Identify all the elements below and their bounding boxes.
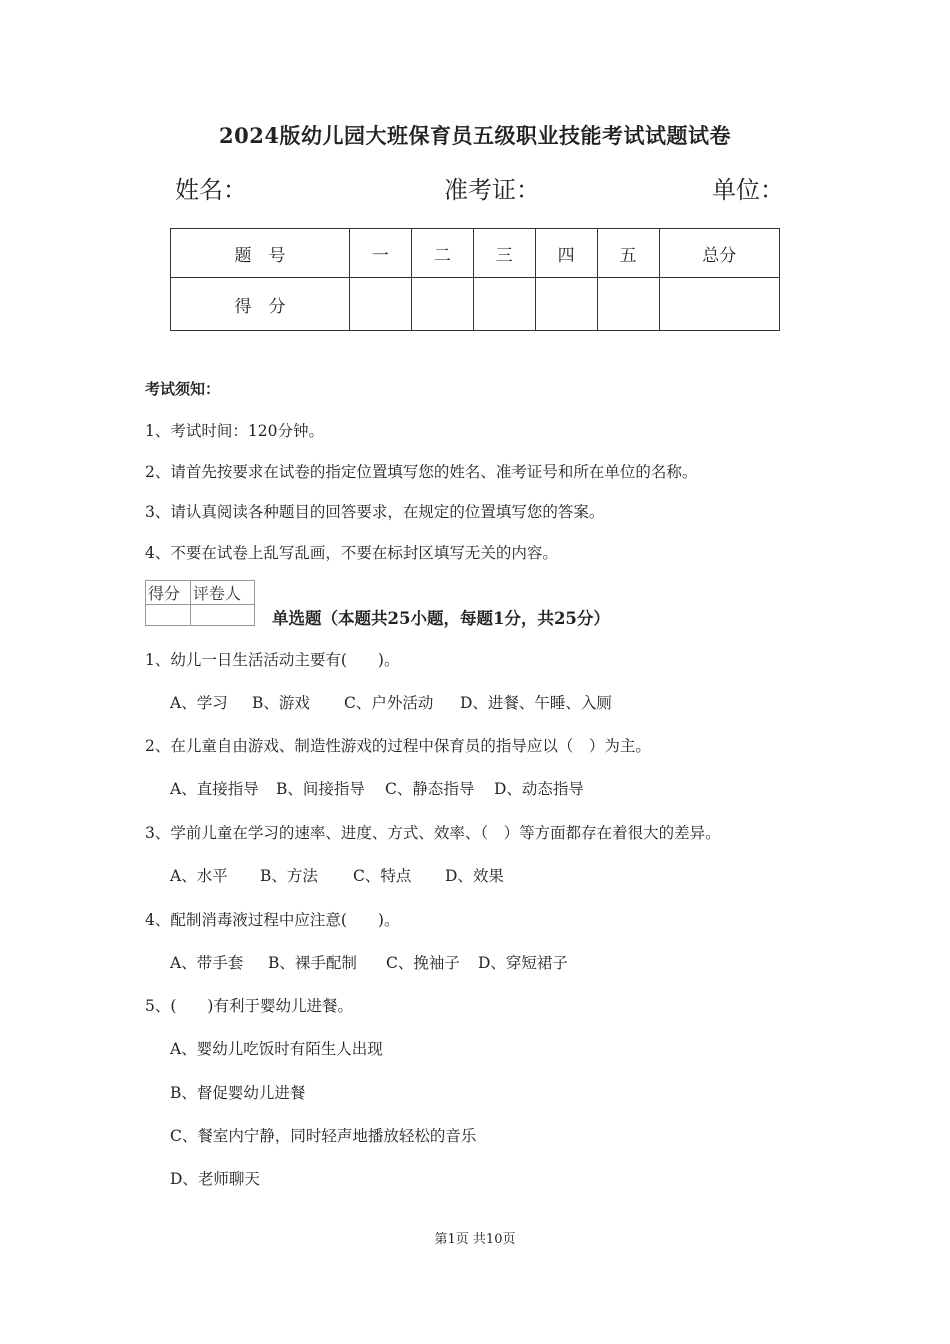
question-stem: 2、在儿童自由游戏、制造性游戏的过程中保育员的指导应以（ ）为主。: [145, 737, 651, 755]
option-b[interactable]: B、裸手配制: [268, 954, 357, 972]
option-c[interactable]: C、特点: [353, 867, 412, 885]
grader-score-cell[interactable]: [146, 605, 191, 626]
option-d[interactable]: D、动态指导: [494, 780, 584, 798]
score-table-cell: 题 号: [171, 229, 350, 278]
grader-name-label: 评卷人: [190, 581, 254, 605]
option-b[interactable]: B、间接指导: [276, 780, 365, 798]
option-a[interactable]: A、学习: [170, 694, 228, 712]
score-cell[interactable]: [535, 278, 597, 331]
notice-item: 1、考试时间：120分钟。: [145, 422, 324, 440]
question-stem: 3、学前儿童在学习的速率、进度、方式、效率、（ ）等方面都存在着很大的差异。: [145, 824, 721, 842]
score-table-cell: 二: [411, 229, 473, 278]
notice-item: 2、请首先按要求在试卷的指定位置填写您的姓名、准考证号和所在单位的名称。: [145, 463, 698, 481]
question-stem: 5、( )有利于婴幼儿进餐。: [145, 997, 353, 1015]
option-a[interactable]: A、婴幼儿吃饭时有陌生人出现: [170, 1040, 383, 1058]
grader-score-label: 得分: [146, 581, 191, 605]
page-title: 2024版幼儿园大班保育员五级职业技能考试试题试卷: [219, 123, 731, 148]
score-cell[interactable]: [411, 278, 473, 331]
section-title: 单选题（本题共25小题，每题1分，共25分）: [272, 609, 610, 628]
score-table-cell: 一: [349, 229, 411, 278]
option-d[interactable]: D、效果: [445, 867, 504, 885]
score-table-cell: 五: [597, 229, 659, 278]
option-c[interactable]: C、挽袖子: [386, 954, 460, 972]
score-table-cell: 总分: [659, 229, 779, 278]
page-footer: 第1页 共10页: [434, 1232, 516, 1247]
score-cell[interactable]: [659, 278, 779, 331]
score-table-header-row: [171, 229, 780, 278]
notice-item: 4、不要在试卷上乱写乱画，不要在标封区填写无关的内容。: [145, 544, 558, 562]
option-c[interactable]: C、静态指导: [385, 780, 475, 798]
option-c[interactable]: C、餐室内宁静，同时轻声地播放轻松的音乐: [170, 1127, 477, 1145]
exam-id-label: 准考证：: [444, 176, 540, 204]
option-c[interactable]: C、户外活动: [344, 694, 434, 712]
unit-label: 单位：: [712, 176, 784, 204]
option-d[interactable]: D、穿短裙子: [478, 954, 568, 972]
option-b[interactable]: B、方法: [260, 867, 318, 885]
grader-box: [145, 580, 255, 626]
question-stem: 4、配制消毒液过程中应注意( )。: [145, 911, 400, 929]
option-d[interactable]: D、进餐、午睡、入厕: [460, 694, 612, 712]
score-table: [170, 228, 780, 331]
option-b[interactable]: B、游戏: [252, 694, 310, 712]
question-stem: 1、幼儿一日生活活动主要有( )。: [145, 651, 400, 669]
option-a[interactable]: A、水平: [170, 867, 228, 885]
notice-item: 3、请认真阅读各种题目的回答要求，在规定的位置填写您的答案。: [145, 503, 605, 521]
notice-heading: 考试须知：: [145, 380, 221, 398]
score-table-cell: 四: [535, 229, 597, 278]
score-cell[interactable]: [597, 278, 659, 331]
score-row-label: 得 分: [171, 278, 350, 331]
option-d[interactable]: D、老师聊天: [170, 1170, 260, 1188]
score-table-cell: 三: [473, 229, 535, 278]
score-cell[interactable]: [473, 278, 535, 331]
grader-name-cell[interactable]: [190, 605, 254, 626]
name-label: 姓名：: [175, 176, 247, 204]
score-cell[interactable]: [349, 278, 411, 331]
option-a[interactable]: A、直接指导: [170, 780, 259, 798]
option-b[interactable]: B、督促婴幼儿进餐: [170, 1084, 306, 1102]
option-a[interactable]: A、带手套: [170, 954, 244, 972]
score-table-score-row: [171, 278, 780, 331]
